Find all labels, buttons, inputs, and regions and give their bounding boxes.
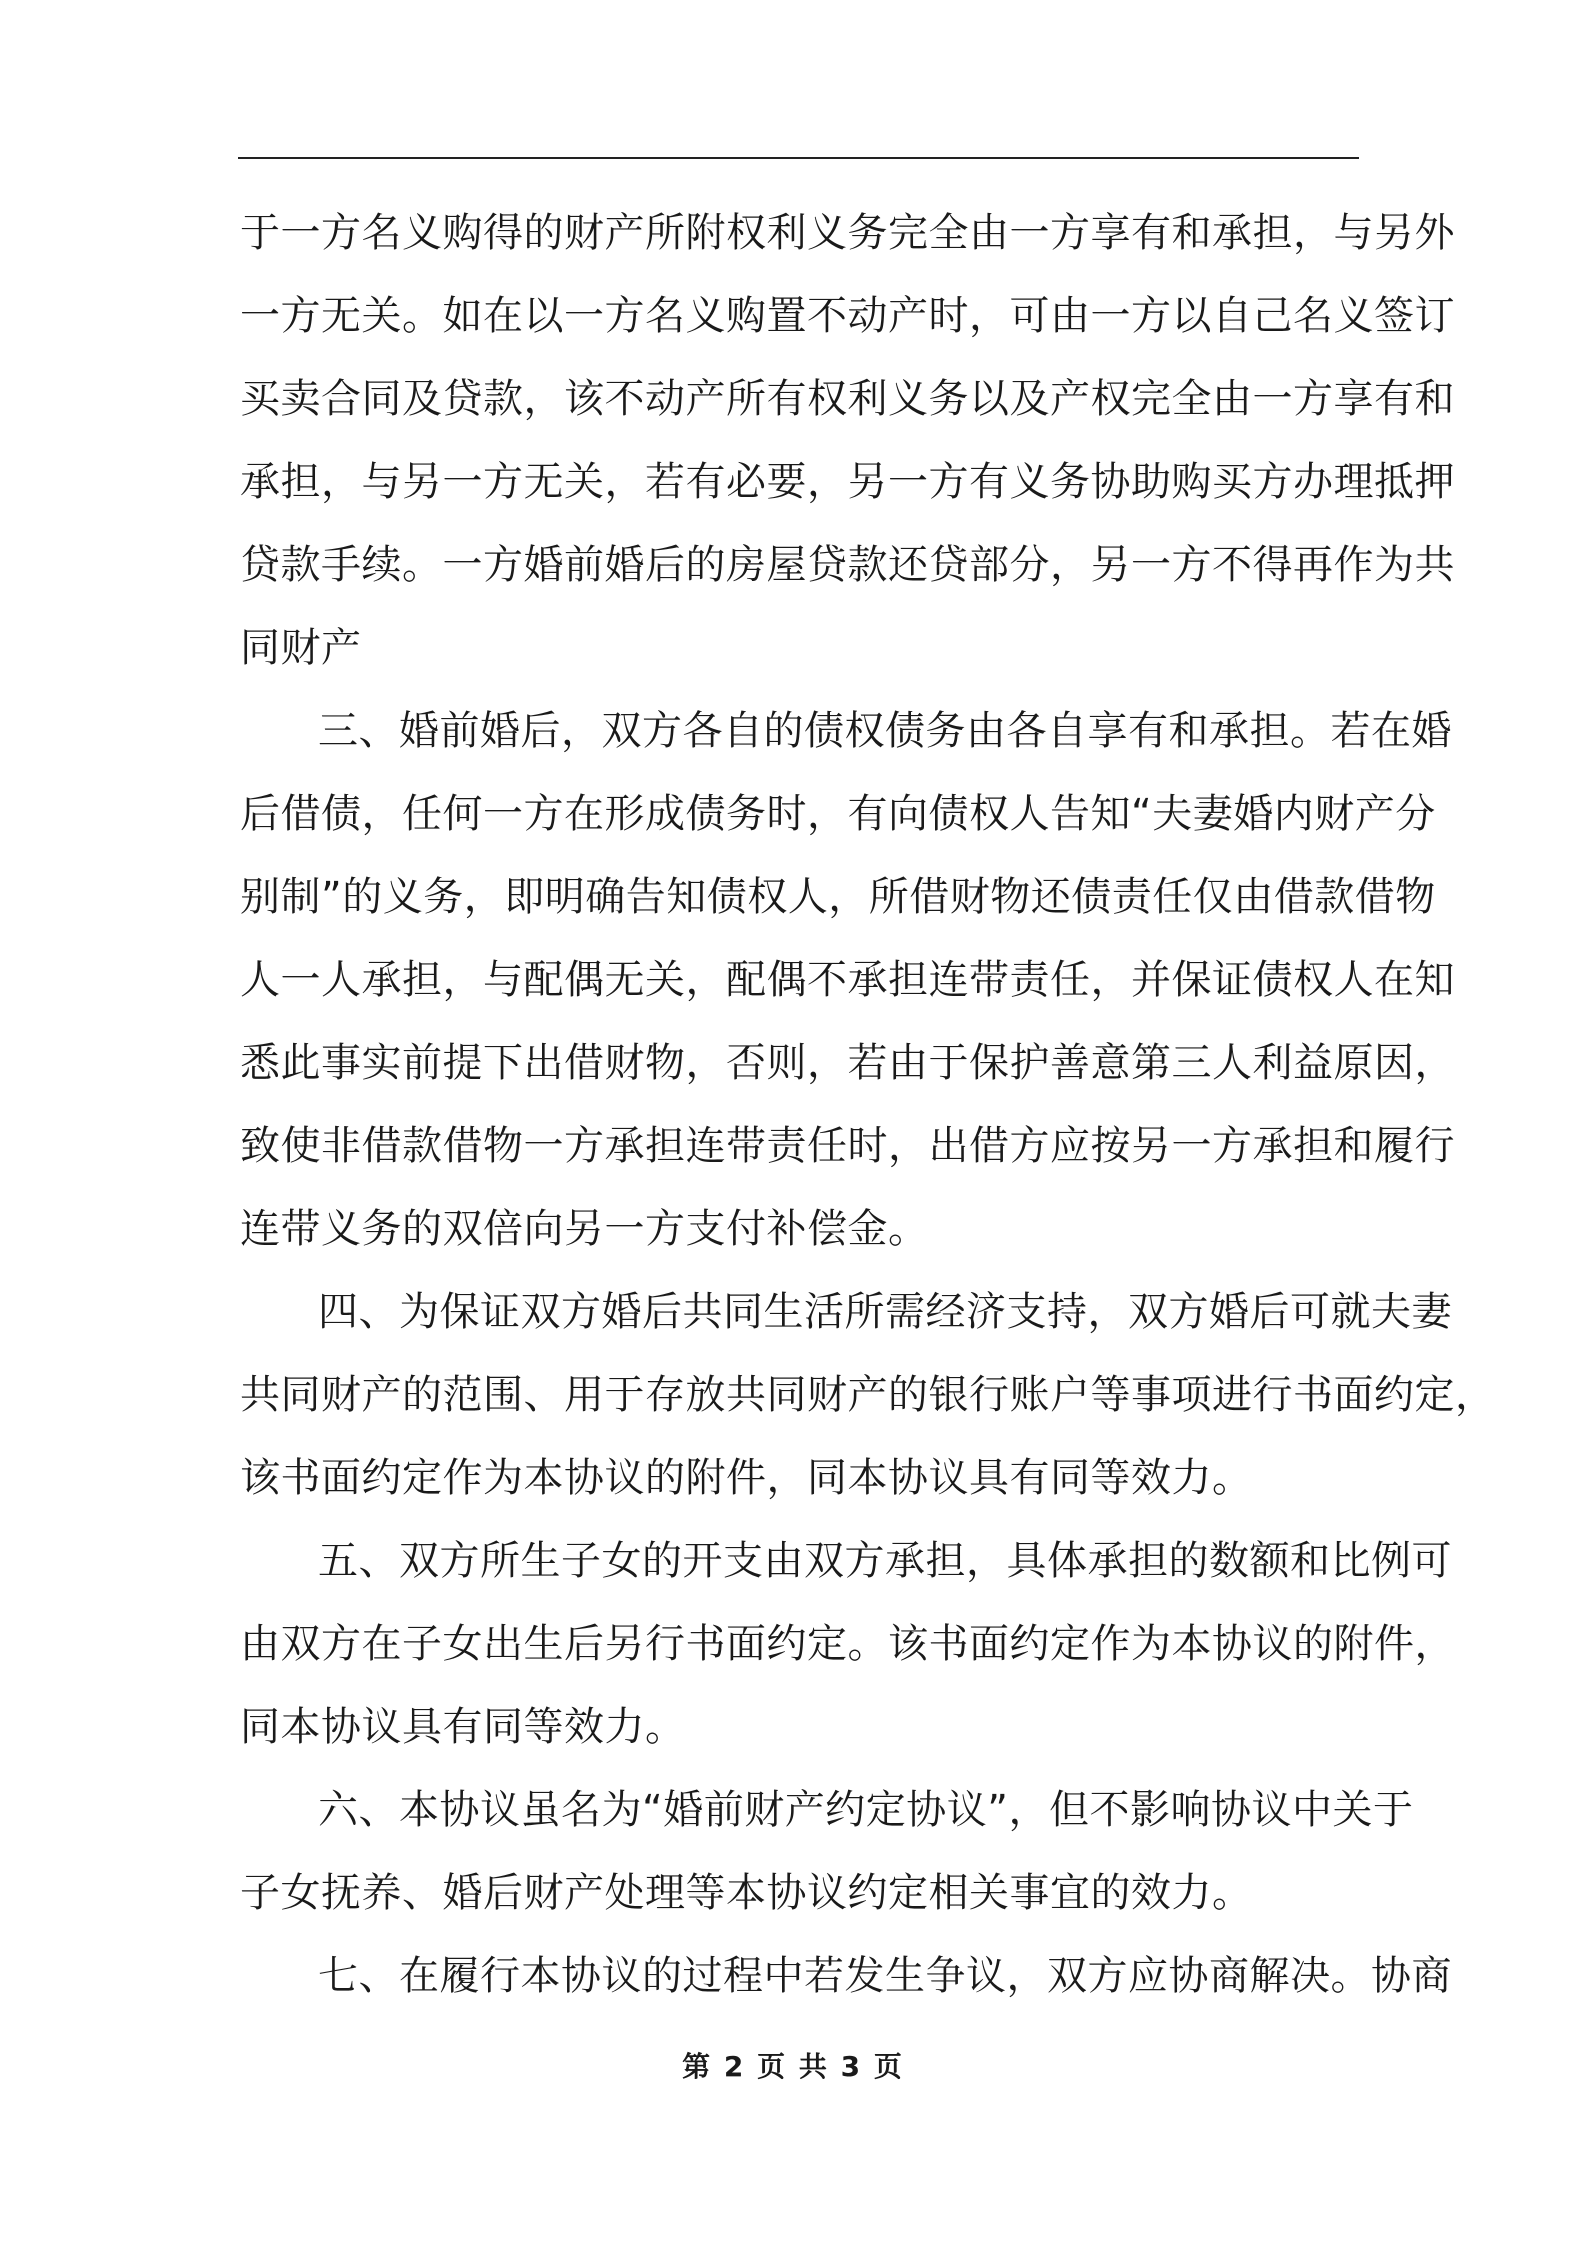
text-line: 一方无关。如在以一方名义购置不动产时，可由一方以自己名义签订 bbox=[240, 293, 1455, 339]
text-line: 连带义务的双倍向另一方支付补偿金。 bbox=[240, 1206, 929, 1252]
text-line: 悉此事实前提下出借财物，否则，若由于保护善意第三人利益原因， bbox=[240, 1040, 1455, 1086]
paragraph-start-line: 六、本协议虽名为“婚前财产约定协议”，但不影响协议中关于 bbox=[318, 1787, 1414, 1833]
document-body bbox=[240, 192, 1496, 2018]
text-line: 共同财产的范围、用于存放共同财产的银行账户等事项进行书面约定， bbox=[240, 1372, 1496, 1418]
text-line: 贷款手续。一方婚前婚后的房屋贷款还贷部分，另一方不得再作为共 bbox=[240, 542, 1455, 588]
header-divider bbox=[238, 157, 1359, 159]
page-number-footer: 第 2 页 共 3 页 bbox=[682, 2050, 904, 2083]
text-line: 子女抚养、婚后财产处理等本协议约定相关事宜的效力。 bbox=[240, 1870, 1253, 1916]
text-line: 同本协议具有同等效力。 bbox=[240, 1704, 686, 1750]
paragraph-start-line: 七、在履行本协议的过程中若发生争议，双方应协商解决。协商 bbox=[318, 1953, 1452, 1999]
text-line: 该书面约定作为本协议的附件，同本协议具有同等效力。 bbox=[240, 1455, 1253, 1501]
text-line: 买卖合同及贷款，该不动产所有权利义务以及产权完全由一方享有和 bbox=[240, 376, 1455, 422]
text-line: 别制”的义务，即明确告知债权人，所借财物还债责任仅由借款借物 bbox=[240, 874, 1436, 920]
text-line: 于一方名义购得的财产所附权利义务完全由一方享有和承担，与另外 bbox=[240, 210, 1455, 256]
text-line: 承担，与另一方无关，若有必要，另一方有义务协助购买方办理抵押 bbox=[240, 459, 1455, 505]
paragraph-start-line: 四、为保证双方婚后共同生活所需经济支持，双方婚后可就夫妻 bbox=[318, 1289, 1452, 1335]
text-line: 后借债，任何一方在形成债务时，有向债权人告知“夫妻婚内财产分 bbox=[240, 791, 1436, 837]
text-line: 由双方在子女出生后另行书面约定。该书面约定作为本协议的附件， bbox=[240, 1621, 1455, 1667]
text-line: 致使非借款借物一方承担连带责任时，出借方应按另一方承担和履行 bbox=[240, 1123, 1455, 1169]
text-line: 同财产 bbox=[240, 625, 362, 671]
text-line: 人一人承担，与配偶无关，配偶不承担连带责任，并保证债权人在知 bbox=[240, 957, 1455, 1003]
paragraph-start-line: 五、双方所生子女的开支由双方承担，具体承担的数额和比例可 bbox=[318, 1538, 1452, 1584]
paragraph-start-line: 三、婚前婚后，双方各自的债权债务由各自享有和承担。若在婚 bbox=[318, 708, 1452, 754]
